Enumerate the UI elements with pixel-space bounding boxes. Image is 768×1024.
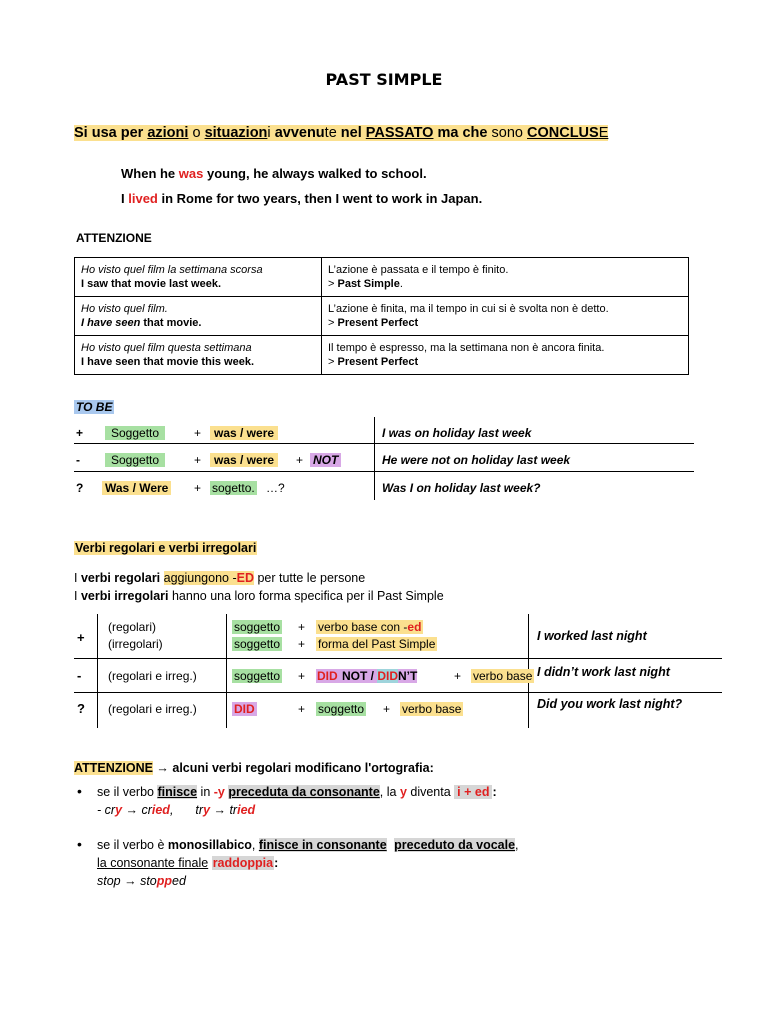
verbi-label: Verbi regolari e verbi irregolari	[75, 541, 257, 555]
rule-double-consonant-2: la consonante finale raddoppia:	[97, 856, 279, 870]
to-be-row-negative: - Soggetto + was / were + NOT He were not on holiday last week	[76, 453, 571, 467]
attenzione-label: ATTENZIONE	[76, 231, 152, 245]
spelling-note: ATTENZIONE → alcuni verbi regolari modificano l'ortografia:	[74, 761, 434, 775]
grammar-row-negative: - (regolari e irreg.) soggetto + DID NOT / DIDN’T + verbo base I didn’t work last night	[77, 665, 670, 683]
grammar-row-positive: + (regolari) (irregolari) soggetto soggetto + + verbo base con -ed forma del Past Simple I worked last night	[77, 620, 647, 651]
divider	[74, 443, 694, 444]
to-be-label: TO BE	[76, 400, 113, 414]
usage-rule: Si usa per azioni o situazioni avvenute nel PASSATO ma che sono CONCLUSE	[74, 125, 609, 141]
example-2: I lived in Rome for two years, then I went to work in Japan.	[121, 191, 483, 206]
table-row: Ho visto quel film questa settimana I have seen that movie this week. Il tempo è espresso, ma la settimana non è ancora finita. > Present Perfect	[75, 336, 689, 375]
bullet-icon: •	[77, 836, 82, 852]
rule-y-example: - cry → cried, try → tried	[97, 803, 256, 817]
divider	[74, 692, 722, 693]
page-title: PAST SIMPLE	[325, 70, 443, 89]
rule-y-to-ied: se il verbo finisce in -y preceduta da consonante, la y diventa i + ed :	[97, 785, 497, 799]
to-be-row-positive: + Soggetto + was / were I was on holiday last week	[76, 426, 532, 440]
table-row: Ho visto quel film la settimana scorsa I saw that movie last week. L’azione è passata e il tempo è finito. > Past Simple.	[75, 258, 689, 297]
attenzione-table	[74, 257, 689, 375]
verbi-regolari-line: I verbi regolari aggiungono -ED per tutte le persone	[74, 571, 366, 585]
divider	[74, 471, 694, 472]
rule-double-consonant-example: stop → stopped	[97, 874, 186, 888]
to-be-row-question: ? Was / Were + sogetto. …? Was I on holiday last week?	[76, 481, 541, 495]
rule-double-consonant: se il verbo è monosillabico, finisce in consonante preceduto da vocale,	[97, 838, 519, 852]
grammar-row-question: ? (regolari e irreg.) DID + soggetto + verbo base Did you work last night?	[77, 697, 683, 716]
verbi-irregolari-line: I verbi irregolari hanno una loro forma specifica per il Past Simple	[74, 589, 444, 603]
example-1: When he was young, he always walked to school.	[121, 166, 427, 181]
bullet-icon: •	[77, 783, 82, 799]
table-row: Ho visto quel film. I have seen that movie. L’azione è finita, ma il tempo in cui si è svolta non è detto. > Present Perfect	[75, 297, 689, 336]
divider	[74, 658, 722, 659]
